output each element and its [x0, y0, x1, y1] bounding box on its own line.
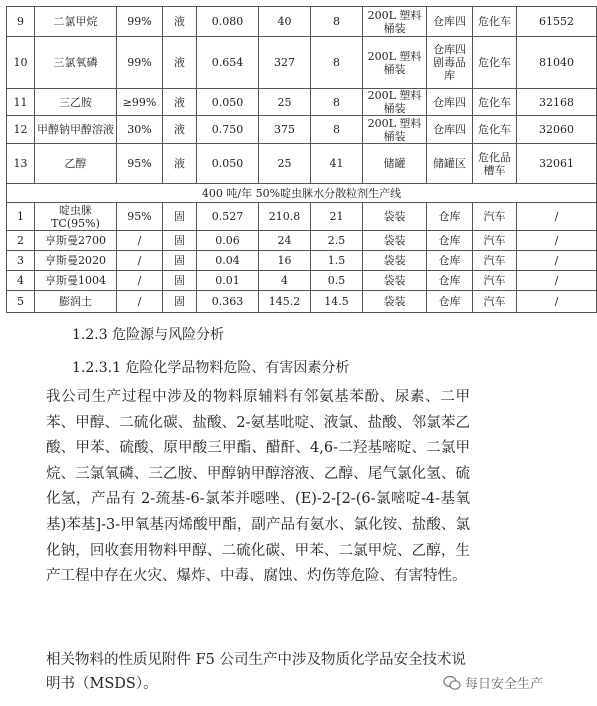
cell-no: 3 [7, 251, 35, 271]
cell-density: 0.527 [197, 203, 259, 231]
cell-purity: / [117, 231, 163, 251]
cell-state: 固 [163, 271, 197, 291]
table-row [7, 37, 597, 89]
cell-state: 液 [163, 7, 197, 37]
cell-transport: 危化车 [473, 37, 517, 89]
cell-days: 0.5 [311, 271, 363, 291]
cell-density: 0.654 [197, 37, 259, 89]
cell-pack: 200L 塑料桶装 [363, 89, 427, 116]
cell-days: 21 [311, 203, 363, 231]
cell-qty: 145.2 [259, 291, 311, 313]
table-row [7, 144, 597, 184]
cell-transport: 汽车 [473, 203, 517, 231]
cell-days: 8 [311, 7, 363, 37]
cell-pack: 袋装 [363, 251, 427, 271]
cell-qty: 16 [259, 251, 311, 271]
cell-days: 2.5 [311, 231, 363, 251]
cell-pack: 200L 塑料桶装 [363, 116, 427, 144]
cell-density: 0.080 [197, 7, 259, 37]
body-paragraph: 我公司生产过程中涉及的物料原辅料有邻氨基苯酚、尿素、二甲苯、甲醇、二硫化碳、盐酸、2-氨基吡啶、液氯、盐酸、邻氯苯乙酸、甲苯、硫酸、原甲酸三甲酯、醋酐、4,6-二羟基嘧啶、二氯甲烷、三氯氧磷、三乙胺、甲醇钠甲醇溶液、乙醇、尾气氯化氢、硫化氢，产品有 2-巯基-6-氯苯并噁唑、(E)-2-[2-(6-氯嘧啶-4-基氧基)苯基]-3-甲氧基丙烯酸甲酯，副产品有氨水、氯化铵、盐酸、氯化钠，回收套用物料甲醇、二硫化碳、甲苯、二氯甲烷、乙醇，生产工程中存在火灾、爆炸、中毒、腐蚀、灼伤等危险、有害特性。 [46, 389, 470, 585]
cell-qty: 4 [259, 271, 311, 291]
cell-un: 32061 [517, 144, 597, 184]
cell-density: 0.06 [197, 231, 259, 251]
cell-name: 亨斯曼2700 [35, 231, 117, 251]
cell-no: 1 [7, 203, 35, 231]
cell-qty: 40 [259, 7, 311, 37]
cell-density: 0.01 [197, 271, 259, 291]
cell-un: 32060 [517, 116, 597, 144]
cell-store: 仓库 [427, 203, 473, 231]
cell-density: 0.04 [197, 251, 259, 271]
cell-state: 固 [163, 291, 197, 313]
cell-store: 仓库 [427, 271, 473, 291]
table-row [7, 291, 597, 313]
cell-name: 膨润土 [35, 291, 117, 313]
cell-state: 固 [163, 251, 197, 271]
cell-purity: 99% [117, 7, 163, 37]
cell-name: 三氯氧磷 [35, 37, 117, 89]
reference-paragraph: 相关物料的性质见附件 F5 公司生产中涉及物质化学品安全技术说明书（MSDS）。 [46, 652, 467, 692]
table-row [7, 271, 597, 291]
subsection-heading: 1.2.3.1 危险化学品物料危险、有害因素分析 [72, 360, 350, 376]
table-row [7, 116, 597, 144]
wechat-icon [443, 675, 461, 691]
cell-days: 41 [311, 144, 363, 184]
cell-pack: 袋装 [363, 203, 427, 231]
cell-days: 1.5 [311, 251, 363, 271]
cell-transport: 汽车 [473, 231, 517, 251]
cell-un: / [517, 271, 597, 291]
section-title: 400 吨/年 50%啶虫脒水分散粒剂生产线 [7, 184, 597, 203]
cell-name: 甲醇钠甲醇溶液 [35, 116, 117, 144]
cell-no: 4 [7, 271, 35, 291]
cell-state: 液 [163, 89, 197, 116]
cell-density: 0.363 [197, 291, 259, 313]
cell-name: 啶虫脒 TC(95%) [35, 203, 117, 231]
cell-state: 液 [163, 37, 197, 89]
cell-state: 固 [163, 231, 197, 251]
table-row [7, 7, 597, 37]
cell-qty: 25 [259, 144, 311, 184]
cell-store: 仓库 [427, 291, 473, 313]
cell-no: 9 [7, 7, 35, 37]
cell-purity: 99% [117, 37, 163, 89]
table-row [7, 251, 597, 271]
watermark-text: 每日安全生产 [464, 677, 543, 692]
cell-name: 亨斯曼1004 [35, 271, 117, 291]
cell-store: 储罐区 [427, 144, 473, 184]
cell-pack: 200L 塑料桶装 [363, 37, 427, 89]
cell-pack: 袋装 [363, 271, 427, 291]
table-body-bottom [7, 203, 597, 313]
cell-state: 液 [163, 144, 197, 184]
cell-qty: 210.8 [259, 203, 311, 231]
cell-un: / [517, 291, 597, 313]
cell-un: 61552 [517, 7, 597, 37]
cell-days: 14.5 [311, 291, 363, 313]
watermark [443, 673, 543, 692]
cell-transport: 危化品槽车 [473, 144, 517, 184]
cell-transport: 汽车 [473, 251, 517, 271]
cell-transport: 危化车 [473, 89, 517, 116]
cell-density: 0.050 [197, 144, 259, 184]
cell-pack: 储罐 [363, 144, 427, 184]
cell-name: 乙醇 [35, 144, 117, 184]
cell-store: 仓库 [427, 231, 473, 251]
cell-purity: / [117, 271, 163, 291]
cell-purity: 95% [117, 144, 163, 184]
cell-state: 液 [163, 116, 197, 144]
cell-un: / [517, 231, 597, 251]
cell-purity: 95% [117, 203, 163, 231]
cell-no: 2 [7, 231, 35, 251]
cell-name: 二氯甲烷 [35, 7, 117, 37]
cell-no: 11 [7, 89, 35, 116]
cell-density: 0.050 [197, 89, 259, 116]
cell-density: 0.750 [197, 116, 259, 144]
section-row [7, 184, 597, 203]
cell-no: 5 [7, 291, 35, 313]
cell-transport: 汽车 [473, 291, 517, 313]
cell-store: 仓库四 [427, 89, 473, 116]
cell-no: 12 [7, 116, 35, 144]
cell-days: 8 [311, 89, 363, 116]
cell-qty: 24 [259, 231, 311, 251]
cell-no: 10 [7, 37, 35, 89]
cell-purity: 30% [117, 116, 163, 144]
cell-purity: / [117, 251, 163, 271]
cell-qty: 25 [259, 89, 311, 116]
table-row [7, 203, 597, 231]
cell-un: 81040 [517, 37, 597, 89]
cell-transport: 危化车 [473, 7, 517, 37]
cell-qty: 375 [259, 116, 311, 144]
cell-pack: 袋装 [363, 231, 427, 251]
cell-purity: ≥99% [117, 89, 163, 116]
cell-un: 32168 [517, 89, 597, 116]
cell-qty: 327 [259, 37, 311, 89]
cell-un: / [517, 251, 597, 271]
cell-pack: 袋装 [363, 291, 427, 313]
cell-store: 仓库 [427, 251, 473, 271]
cell-no: 13 [7, 144, 35, 184]
cell-store: 仓库四 [427, 7, 473, 37]
cell-transport: 危化车 [473, 116, 517, 144]
cell-state: 固 [163, 203, 197, 231]
cell-days: 8 [311, 116, 363, 144]
cell-name: 亨斯曼2020 [35, 251, 117, 271]
table-row [7, 89, 597, 116]
cell-transport: 汽车 [473, 271, 517, 291]
cell-store: 仓库四剧毒品库 [427, 37, 473, 89]
table-body-top [7, 7, 597, 184]
cell-pack: 200L 塑料桶装 [363, 7, 427, 37]
cell-un: / [517, 203, 597, 231]
cell-days: 8 [311, 37, 363, 89]
cell-purity: / [117, 291, 163, 313]
cell-name: 三乙胺 [35, 89, 117, 116]
cell-store: 仓库四 [427, 116, 473, 144]
table-row [7, 231, 597, 251]
materials-table [6, 6, 597, 313]
section-heading: 1.2.3 危险源与风险分析 [72, 327, 225, 343]
